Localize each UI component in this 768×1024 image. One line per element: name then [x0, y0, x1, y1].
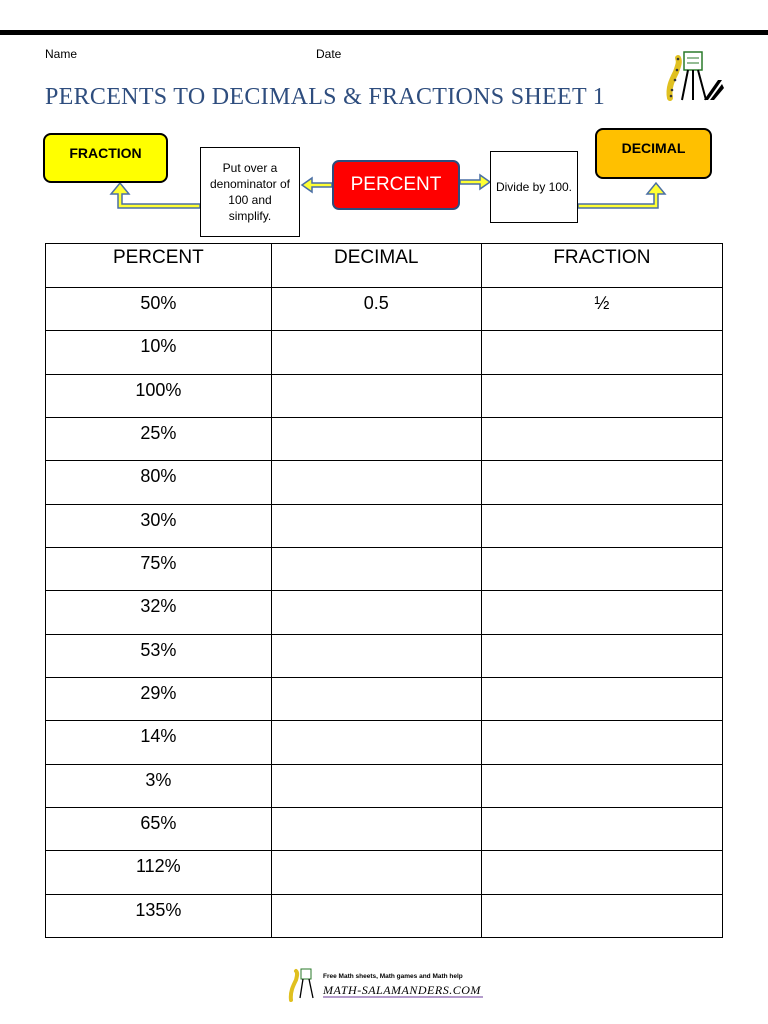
fraction-box — [43, 133, 168, 183]
decimal-cell[interactable] — [271, 894, 481, 937]
table-row — [46, 418, 723, 461]
footer-logo — [287, 968, 487, 1002]
decimal-cell[interactable] — [271, 634, 481, 677]
table-row — [46, 461, 723, 504]
decimal-cell[interactable] — [271, 461, 481, 504]
table-row — [46, 764, 723, 807]
percent-cell: 135% — [46, 894, 272, 937]
percent-cell: 80% — [46, 461, 272, 504]
fraction-cell[interactable] — [481, 331, 722, 374]
table-row — [46, 331, 723, 374]
decimal-box — [595, 128, 712, 179]
decimal-cell[interactable] — [271, 418, 481, 461]
fraction-cell: ½ — [481, 288, 722, 331]
percent-cell: 3% — [46, 764, 272, 807]
fraction-instruction — [200, 147, 300, 237]
table-row — [46, 808, 723, 851]
percent-cell: 112% — [46, 851, 272, 894]
table-row — [46, 288, 723, 331]
percent-cell: 14% — [46, 721, 272, 764]
percent-cell: 10% — [46, 331, 272, 374]
arrow-to-fraction-icon — [111, 183, 200, 208]
table-row — [46, 721, 723, 764]
table-row — [46, 548, 723, 591]
arrow-right-icon — [460, 175, 490, 189]
percent-cell: 29% — [46, 678, 272, 721]
fraction-cell[interactable] — [481, 634, 722, 677]
percent-box — [332, 160, 460, 210]
fraction-cell[interactable] — [481, 591, 722, 634]
table-row — [46, 591, 723, 634]
fraction-cell[interactable] — [481, 504, 722, 547]
arrow-left-icon — [302, 178, 332, 192]
arrow-to-decimal-icon — [578, 183, 665, 208]
salamander-logo-icon — [660, 50, 726, 104]
table-row — [46, 374, 723, 417]
worksheet-table — [45, 243, 723, 938]
decimal-cell[interactable] — [271, 504, 481, 547]
percent-cell: 53% — [46, 634, 272, 677]
fraction-cell[interactable] — [481, 461, 722, 504]
decimal-instruction — [490, 151, 578, 223]
percent-cell: 50% — [46, 288, 272, 331]
fraction-cell[interactable] — [481, 721, 722, 764]
decimal-cell[interactable] — [271, 374, 481, 417]
table-row — [46, 634, 723, 677]
decimal-cell[interactable] — [271, 851, 481, 894]
footer-salamander-icon — [291, 969, 313, 1000]
header-decimal: DECIMAL — [271, 244, 481, 288]
percent-cell: 25% — [46, 418, 272, 461]
decimal-cell[interactable] — [271, 591, 481, 634]
percent-cell: 75% — [46, 548, 272, 591]
conversion-diagram — [0, 120, 768, 240]
table-row — [46, 894, 723, 937]
decimal-cell[interactable] — [271, 678, 481, 721]
percent-cell: 65% — [46, 808, 272, 851]
decimal-cell[interactable] — [271, 808, 481, 851]
decimal-box-label: DECIMAL — [621, 140, 686, 156]
fraction-cell[interactable] — [481, 764, 722, 807]
percent-box-label: PERCENT — [350, 174, 442, 195]
table-row — [46, 851, 723, 894]
percent-cell: 30% — [46, 504, 272, 547]
fraction-cell[interactable] — [481, 808, 722, 851]
fraction-cell[interactable] — [481, 418, 722, 461]
percent-cell: 32% — [46, 591, 272, 634]
decimal-cell[interactable] — [271, 764, 481, 807]
percent-cell: 100% — [46, 374, 272, 417]
footer-site: MATH-SALAMANDERS.COM — [323, 983, 481, 997]
date-label: Date — [316, 47, 342, 61]
fraction-cell[interactable] — [481, 678, 722, 721]
top-rule — [0, 30, 768, 35]
decimal-cell: 0.5 — [271, 288, 481, 331]
decimal-cell[interactable] — [271, 721, 481, 764]
fraction-instruction-text: Put over a denominator of 100 and simplify. — [209, 161, 291, 223]
decimal-instruction-text: Divide by 100. — [495, 180, 573, 194]
decimal-cell[interactable] — [271, 331, 481, 374]
name-label: Name — [45, 47, 78, 61]
fraction-cell[interactable] — [481, 374, 722, 417]
header-fraction: FRACTION — [481, 244, 722, 288]
footer-tagline: Free Math sheets, Math games and Math help — [323, 973, 463, 980]
decimal-cell[interactable] — [271, 548, 481, 591]
fraction-cell[interactable] — [481, 548, 722, 591]
page-title: PERCENTS TO DECIMALS & FRACTIONS SHEET 1 — [45, 84, 606, 110]
table-row — [46, 504, 723, 547]
fraction-box-label: FRACTION — [69, 145, 142, 161]
table-header-row — [46, 244, 723, 288]
fraction-cell[interactable] — [481, 894, 722, 937]
fraction-cell[interactable] — [481, 851, 722, 894]
header-percent: PERCENT — [46, 244, 272, 288]
table-row — [46, 678, 723, 721]
